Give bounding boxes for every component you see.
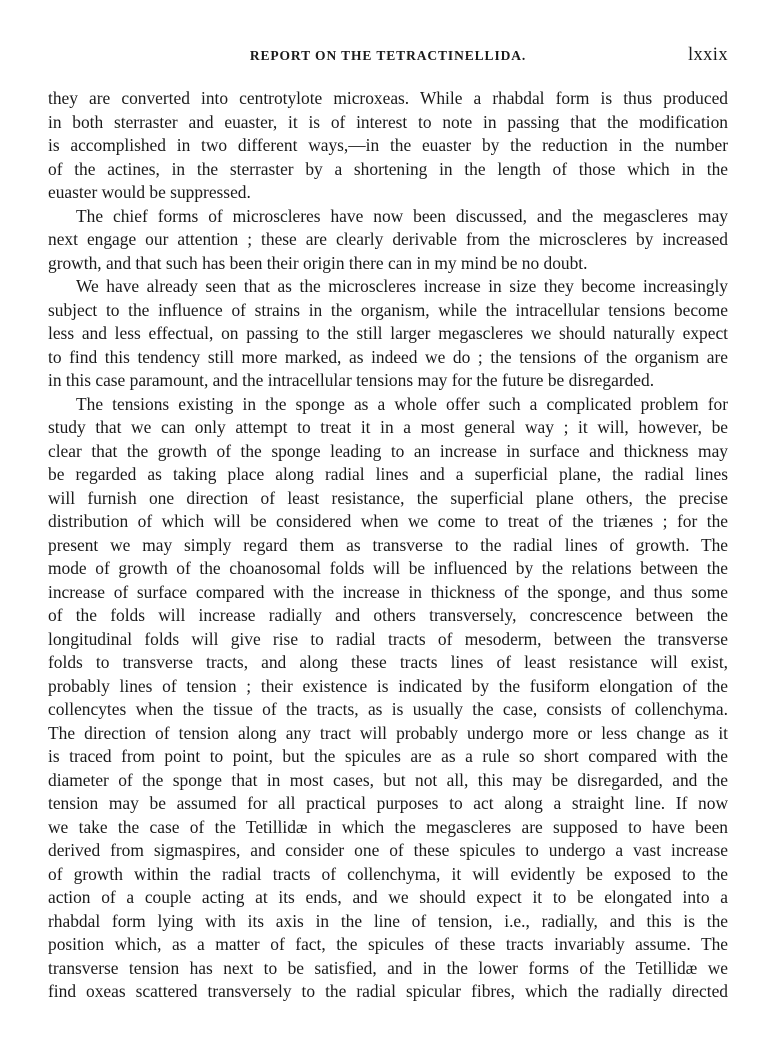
text-line: study that we can only attempt to treat it in a most general way ; it will, however, be	[48, 417, 728, 437]
text-line: they are converted into centrotylote microxeas. While a rhabdal form is thus produced	[48, 88, 728, 108]
text-line: euaster would be suppressed.	[48, 182, 251, 202]
text-line: will furnish one direction of least resistance, the superficial plane others, the precise	[48, 487, 728, 508]
text-line: The direction of tension along any tract will probably undergo more or less change as it	[48, 722, 728, 743]
text-line: is accomplished in two different ways,—in the euaster by the reduction in the number	[48, 135, 728, 155]
text-line: increase of surface compared with the increase in thickness of the sponge, and thus some	[48, 581, 728, 602]
text-line: position which, as a matter of fact, the spicules of these tracts invariably assume. The	[48, 934, 728, 954]
text-line: be regarded as taking place along radial lines and a superficial plane, the radial lines	[48, 464, 728, 484]
text-line: in this case paramount, and the intracellular tensions may for the future be disregarded.	[48, 370, 655, 390]
text-line: next engage our attention ; these are clearly derivable from the microscleres by increased	[48, 229, 728, 249]
body-text	[48, 87, 728, 1004]
text-line: we take the case of the Tetillidæ in which the megascleres are supposed to have been	[48, 816, 728, 837]
text-line: subject to the influence of strains in the organism, while the intracellular tensions become	[48, 299, 728, 320]
text-line: transverse tension has next to be satisfied, and in the lower forms of the Tetillidæ we	[48, 957, 728, 978]
running-header	[48, 45, 728, 70]
text-line: tension may be assumed for all practical purposes to act along a straight line. If now	[48, 793, 728, 813]
text-line: of the folds will increase radially and others transversely, concrescence between the	[48, 605, 728, 625]
text-line: action of a couple acting at its ends, and we should expect it to be elongated into a	[48, 887, 728, 907]
text-line: of growth within the radial tracts of collenchyma, it will evidently be exposed to the	[48, 863, 728, 884]
text-line: in both sterraster and euaster, it is of interest to note in passing that the modification	[48, 111, 728, 132]
text-line: We have already seen that as the microscleres increase in size they become increasingly	[76, 276, 728, 296]
running-title: REPORT ON THE TETRACTINELLIDA.	[249, 48, 527, 63]
text-line: is traced from point to point, but the spicules are as a rule so short compared with the	[48, 746, 728, 766]
page-number: lxxix	[687, 45, 728, 65]
text-line: less and less effectual, on passing to the still larger megascleres we should naturally expect	[48, 323, 728, 343]
text-line: The chief forms of microscleres have now been discussed, and the megascleres may	[76, 205, 728, 226]
text-line: of the actines, in the sterraster by a shortening in the length of those which in the	[48, 158, 728, 179]
text-line: collencytes when the tissue of the tracts, as is usually the case, consists of collenchyma.	[48, 699, 728, 719]
text-line: clear that the growth of the sponge leading to an increase in surface and thickness may	[48, 440, 728, 461]
text-line: rhabdal form lying with its axis in the line of tension, i.e., radially, and this is the	[48, 910, 728, 931]
text-line: to find this tendency still more marked, as indeed we do ; the tensions of the organism are	[48, 346, 728, 367]
text-line: distribution of which will be considered when we come to treat of the triænes ; for the	[48, 511, 728, 531]
text-line: folds to transverse tracts, and along these tracts lines of least resistance will exist,	[48, 652, 728, 672]
text-line: The tensions existing in the sponge as a whole offer such a complicated problem for	[76, 393, 728, 414]
text-line: mode of growth of the choanosomal folds will be influenced by the relations between the	[48, 558, 728, 578]
text-line: derived from sigmaspires, and consider one of these spicules to undergo a vast increase	[48, 840, 728, 860]
text-line: probably lines of tension ; their existence is indicated by the fusiform elongation of the	[48, 675, 728, 696]
text-line: diameter of the sponge that in most cases, but not all, this may be disregarded, and the	[48, 769, 728, 790]
text-line: present we may simply regard them as transverse to the radial lines of growth. The	[48, 534, 728, 555]
text-line: longitudinal folds will give rise to radial tracts of mesoderm, between the transverse	[48, 628, 728, 649]
text-line: find oxeas scattered transversely to the radial spicular fibres, which the radially directed	[48, 981, 728, 1001]
text-line: growth, and that such has been their origin there can in my mind be no doubt.	[48, 252, 588, 273]
